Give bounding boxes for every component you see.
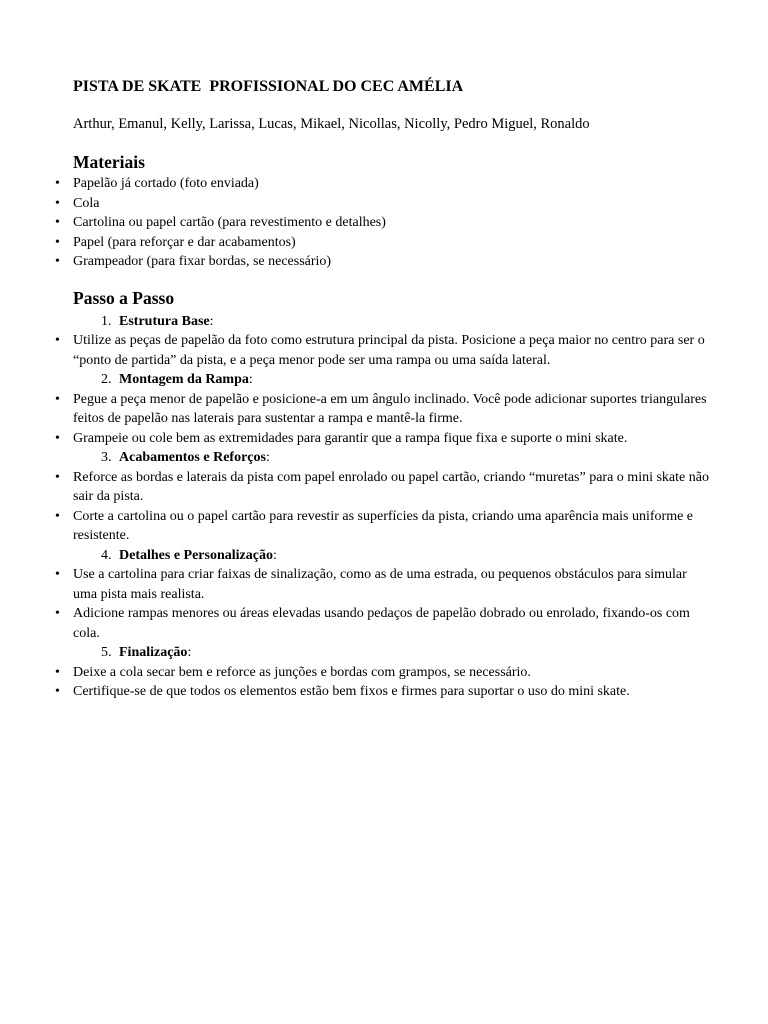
step-number: 2. <box>101 372 112 387</box>
steps-list <box>55 312 713 702</box>
step-bullet-text: Pegue a peça menor de papelão e posicione-a em um ângulo inclinado. Você pode adicionar suportes triangulares feitos de papelão nas laterais para sustentar a rampa e mantê-la firme. <box>73 391 707 426</box>
bullet-icon: • <box>55 391 60 407</box>
step-label: Finalização <box>119 645 188 660</box>
step-item <box>55 643 713 702</box>
step-bullet-text: Deixe a cola secar bem e reforce as junções e bordas com grampos, se necessário. <box>73 664 531 680</box>
materials-heading: Materiais <box>73 152 145 172</box>
step-item <box>55 312 713 371</box>
list-item <box>55 233 713 253</box>
list-item <box>55 565 713 604</box>
bullet-icon: • <box>55 684 60 699</box>
step-item <box>55 448 713 546</box>
step-number: 3. <box>101 450 112 465</box>
list-item <box>55 390 713 429</box>
step-bullet-text: Grampeie ou cole bem as extremidades para garantir que a rampa fique fixa e suporte o mini skate. <box>73 430 628 446</box>
bullet-icon: • <box>55 176 60 191</box>
step-number: 5. <box>101 645 112 660</box>
bullet-icon: • <box>55 254 60 269</box>
material-item-text: Papelão já cortado (foto enviada) <box>73 176 259 191</box>
step-label: Estrutura Base <box>119 313 210 329</box>
material-item-text: Cartolina ou papel cartão (para revestimento e detalhes) <box>73 215 386 230</box>
document-page <box>55 76 713 702</box>
bullet-icon: • <box>55 469 60 485</box>
step-label: Detalhes e Personalização <box>119 547 273 563</box>
step-colon: : <box>209 313 214 329</box>
bullet-icon: • <box>55 333 60 348</box>
document-title: PISTA DE SKATE PROFISSIONAL DO CEC AMÉLIA <box>73 78 464 95</box>
step-bullet-text: Use a cartolina para criar faixas de sinalização, como as de uma estrada, ou pequenos obstáculos para simular uma pista mais realista. <box>73 567 687 602</box>
step-bullet-text: Utilize as peças de papelão da foto como estrutura principal da pista. Posicione a peça maior no centro para ser o “ponto de partida” da pista, e a peça menor pode ser uma rampa ou uma saída lateral. <box>73 333 705 368</box>
material-item-text: Cola <box>73 195 100 211</box>
step-bullet-list <box>55 663 713 702</box>
step-label: Montagem da Rampa <box>119 372 249 387</box>
step-colon: : <box>265 450 270 465</box>
list-item <box>55 507 713 546</box>
step-bullet-text: Certifique-se de que todos os elementos estão bem fixos e firmes para suportar o uso do mini skate. <box>73 684 630 699</box>
list-item <box>55 429 713 449</box>
steps-heading: Passo a Passo <box>73 287 175 308</box>
material-item-text: Papel (para reforçar e dar acabamentos) <box>73 234 296 250</box>
list-item <box>55 174 713 194</box>
step-header <box>73 312 713 332</box>
step-bullet-text: Reforce as bordas e laterais da pista com papel enrolado ou papel cartão, criando “muretas” para o mini skate não sair da pista. <box>73 469 709 504</box>
bullet-icon: • <box>55 567 60 582</box>
list-item <box>55 213 713 233</box>
step-colon: : <box>272 547 277 563</box>
step-bullet-text: Corte a cartolina ou o papel cartão para revestir as superfícies da pista, criando uma aparência mais uniforme e resistente. <box>73 508 694 543</box>
step-header <box>73 643 713 663</box>
bullet-icon: • <box>55 508 60 524</box>
bullet-icon: • <box>55 430 60 446</box>
step-item <box>55 546 713 644</box>
step-bullet-list <box>55 468 713 546</box>
list-item <box>55 682 713 702</box>
bullet-icon: • <box>55 606 60 621</box>
step-colon: : <box>187 645 192 660</box>
step-header <box>73 546 713 566</box>
list-item <box>55 663 713 683</box>
material-item-text: Grampeador (para fixar bordas, se necessário) <box>73 254 332 269</box>
step-colon: : <box>248 372 253 387</box>
authors-line: Arthur, Emanul, Kelly, Larissa, Lucas, Mikael, Nicollas, Nicolly, Pedro Miguel, Ronaldo <box>73 116 590 132</box>
bullet-icon: • <box>55 215 60 230</box>
bullet-icon: • <box>55 234 60 250</box>
step-number: 4. <box>101 547 112 563</box>
list-item <box>55 252 713 272</box>
step-header <box>73 448 713 468</box>
step-label: Acabamentos e Reforços <box>119 450 266 465</box>
bullet-icon: • <box>55 664 60 680</box>
bullet-icon: • <box>55 195 60 211</box>
materials-list <box>55 174 713 272</box>
list-item <box>55 331 713 370</box>
list-item <box>55 604 713 643</box>
step-header <box>73 370 713 390</box>
step-number: 1. <box>101 313 112 329</box>
step-bullet-list <box>55 331 713 370</box>
list-item <box>55 194 713 214</box>
step-bullet-list <box>55 390 713 449</box>
step-bullet-text: Adicione rampas menores ou áreas elevadas usando pedaços de papelão dobrado ou enrolado, fixando-os com cola. <box>73 606 690 641</box>
list-item <box>55 468 713 507</box>
step-bullet-list <box>55 565 713 643</box>
step-item <box>55 370 713 448</box>
